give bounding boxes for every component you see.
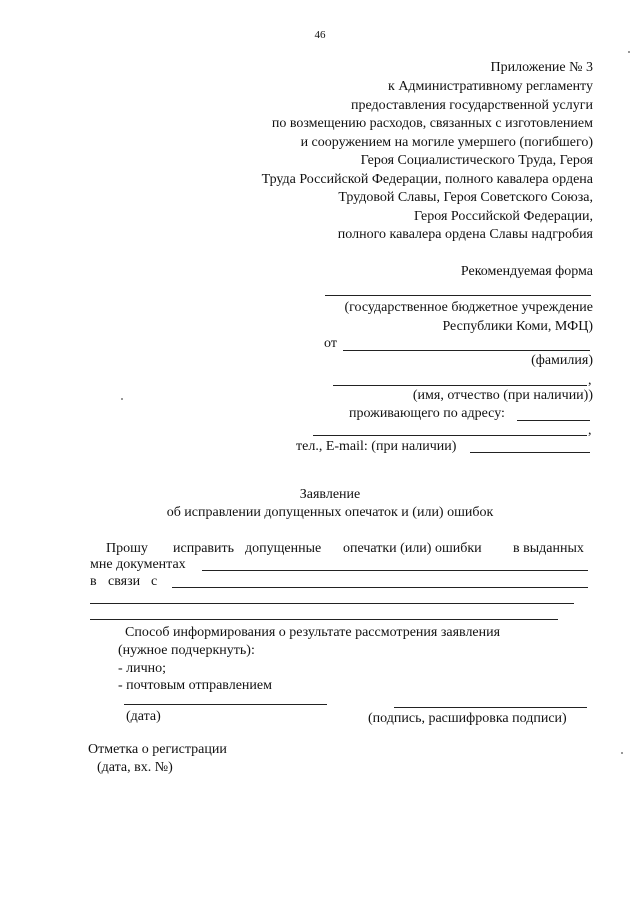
annex-line: Трудовой Славы, Героя Советского Союза, bbox=[338, 190, 593, 205]
contacts-blank bbox=[470, 452, 590, 453]
page-number: 46 bbox=[314, 29, 326, 41]
annex-line: и сооружением на могиле умершего (погибшего) bbox=[300, 135, 593, 150]
annex-line: Героя Социалистического Труда, Героя bbox=[360, 153, 593, 168]
comma: , bbox=[588, 373, 592, 388]
due-word: в bbox=[90, 574, 97, 589]
annex-line: полного кавалера ордена Славы надгробия bbox=[337, 227, 593, 242]
request-word: в выданных bbox=[513, 541, 584, 556]
institution-hint: Республики Коми, МФЦ) bbox=[442, 319, 593, 334]
docs-blank bbox=[202, 570, 588, 571]
scan-speck bbox=[628, 51, 630, 53]
name-blank bbox=[333, 385, 587, 386]
institution-blank bbox=[325, 295, 591, 296]
institution-hint: (государственное бюджетное учреждение bbox=[344, 300, 593, 315]
annex-line: предоставления государственной услуги bbox=[351, 98, 593, 113]
date-blank bbox=[124, 704, 327, 705]
due-word: связи bbox=[108, 574, 141, 589]
docs-label: мне документах bbox=[90, 557, 186, 572]
reason-blank-3 bbox=[90, 619, 558, 620]
request-word: допущенные bbox=[245, 541, 322, 556]
signature-blank bbox=[394, 707, 587, 708]
reason-blank-2 bbox=[90, 603, 574, 604]
comma: , bbox=[588, 423, 592, 438]
statement-subtitle: об исправлении допущенных опечаток и (или) ошибок bbox=[166, 505, 494, 520]
scan-speck bbox=[621, 752, 623, 754]
annex-line: Приложение № 3 bbox=[490, 60, 593, 75]
statement-title: Заявление bbox=[299, 487, 361, 502]
request-word: исправить bbox=[173, 541, 235, 556]
request-word: Прошу bbox=[106, 541, 148, 556]
registration-hint: (дата, вх. №) bbox=[97, 760, 173, 775]
option-in-person[interactable]: - лично; bbox=[118, 661, 167, 676]
annex-line: по возмещению расходов, связанных с изготовлением bbox=[271, 116, 593, 131]
signature-label: (подпись, расшифровка подписи) bbox=[368, 711, 567, 726]
date-label: (дата) bbox=[126, 709, 161, 724]
residing-label: проживающего по адресу: bbox=[349, 406, 505, 421]
request-word: опечатки (или) ошибки bbox=[343, 541, 482, 556]
notify-line: Способ информирования о результате рассмотрения заявления bbox=[125, 625, 501, 640]
registration-label: Отметка о регистрации bbox=[88, 742, 227, 757]
from-blank bbox=[343, 350, 590, 351]
surname-hint: (фамилия) bbox=[531, 353, 593, 368]
option-by-post[interactable]: - почтовым отправлением bbox=[118, 678, 272, 693]
address-blank-2 bbox=[313, 435, 587, 436]
annex-line: Труда Российской Федерации, полного кавалера ордена bbox=[261, 172, 593, 187]
annex-line: Героя Российской Федерации, bbox=[413, 209, 593, 224]
address-blank bbox=[517, 420, 590, 421]
recommended-form-label: Рекомендуемая форма bbox=[460, 264, 593, 279]
from-label: от bbox=[324, 336, 337, 351]
contacts-label: тел., E-mail: (при наличии) bbox=[296, 439, 457, 454]
name-hint: (имя, отчество (при наличии)) bbox=[412, 388, 593, 403]
due-word: с bbox=[151, 574, 158, 589]
scan-speck bbox=[121, 398, 123, 400]
reason-blank bbox=[172, 587, 588, 588]
annex-line: к Административному регламенту bbox=[388, 79, 593, 94]
notify-line: (нужное подчеркнуть): bbox=[118, 643, 255, 658]
